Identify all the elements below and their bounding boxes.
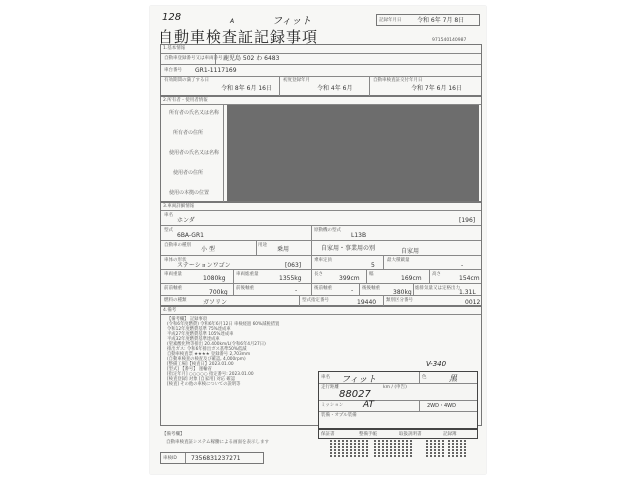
front-front-axle-label: 前前軸重 [164, 286, 182, 291]
inspection-certificate-sheet [150, 6, 486, 474]
inspection-id-label: 車検ID [163, 456, 177, 461]
front-rear-axle-label: 前後軸重 [236, 286, 254, 291]
memo-options-label: 装備・オプル装備 [321, 413, 357, 418]
footer-note-heading: 【備考欄】 [162, 432, 185, 437]
displacement-label: 総排気量又は定格出力 [415, 286, 460, 291]
registration-number-label: 自動車登録番号又は車両番号 [164, 56, 223, 61]
business-use-label: 自家用・事業用の別 [321, 245, 376, 252]
memo-item-warranty: 保証書 [321, 432, 335, 437]
remarks-line: [型式] 【番号】 運輸省 [167, 367, 212, 372]
gross-weight-label: 車両総重量 [236, 272, 259, 277]
body-shape-label: 車体の形状 [164, 258, 187, 263]
record-date-box [376, 14, 480, 26]
fuel-type-label: 燃料の種類 [164, 298, 187, 303]
rear-front-axle-value: - [351, 287, 354, 294]
memo-item-maintenance-book: 整備手帳 [359, 432, 377, 437]
width-value: 169cm [401, 275, 422, 282]
vehicle-weight-value: 1080kg [203, 275, 226, 282]
handwritten-number: 128 [162, 12, 182, 23]
height-value: 154cm [459, 275, 480, 282]
document-number: 971540140987 [432, 38, 467, 43]
length-value: 399cm [339, 275, 360, 282]
record-date-label: 記録年月日 [379, 18, 402, 23]
handwritten-mark: A [230, 18, 235, 25]
memo-name-label: 車名 [321, 375, 330, 380]
redacted-owner-info [227, 105, 479, 201]
chassis-number-value: GR1-1117169 [195, 67, 237, 74]
rear-rear-axle-label: 後後軸重 [362, 286, 380, 291]
remarks-text-block [167, 317, 323, 387]
model-value: 6BA-GR1 [177, 232, 204, 239]
max-load-value: - [461, 262, 464, 269]
issue-date-label: 自動車検査証交付年月日 [373, 78, 423, 83]
remarks-line: [整備工場]【検査日】2023.01.00 [167, 362, 234, 367]
remarks-heading: 4.備考 [163, 308, 177, 313]
memo-transmission-value: AT [363, 400, 374, 410]
memo-distance-value: 88027 [339, 389, 371, 400]
length-label: 長さ [314, 272, 323, 277]
vehicle-weight-label: 車両重量 [164, 272, 182, 277]
memo-drive-value: 2WD・4WD [427, 403, 456, 409]
remarks-line: (窒素酸化物等排出 20.400km/L(令和6年4月27日) [167, 342, 266, 347]
maker-value: ホンダ [177, 217, 195, 224]
body-shape-value: ステーションワゴン [177, 262, 231, 269]
type-number-value: 19440 [357, 299, 377, 306]
type-number-label: 型式指定番号 [302, 298, 329, 303]
qr-code [350, 439, 368, 457]
first-registration-label: 初度登録年月 [283, 78, 310, 83]
remarks-line: 自動車検査票 ★★★★ 登録番号 2,703mm [167, 352, 251, 357]
capacity-value: 5 [371, 262, 375, 269]
footer-note-text: 自動車検査証システム稼働による画面を表示します [166, 440, 270, 445]
capacity-label: 乗車定員 [314, 258, 332, 263]
displacement-value: 1.31L [459, 289, 476, 296]
front-front-axle-value: 700kg [209, 289, 228, 296]
gross-weight-value: 1355kg [279, 275, 302, 282]
remarks-line: 平成27年度燃費基準 105%達成車 [167, 332, 234, 337]
memo-color-value: 黒 [449, 374, 457, 383]
fuel-type-value: ガソリン [203, 299, 228, 306]
owner-name-label: 所有者の氏名又は名称 [169, 110, 220, 116]
vehicle-type-value: 小 型 [201, 246, 215, 253]
class-number-value: 0012 [465, 299, 481, 306]
remarks-line: [検査登録] 対象 [自家用] 対応 確認 [167, 377, 236, 382]
qr-code [394, 439, 412, 457]
remarks-line: 平成32年度燃費基準達成車 [167, 337, 220, 342]
memo-item-record-book: 記録簿 [443, 432, 457, 437]
memo-item-manual: 取扱説明書 [399, 432, 422, 437]
validity-label: 有効期間の満了する日 [164, 78, 209, 83]
user-address-label: 使用者の住所 [173, 170, 204, 176]
basic-info-section [160, 44, 482, 96]
remarks-line: 令和12年度燃費基準 75%達成車 [167, 327, 231, 332]
memo-color-label: 色 [422, 375, 427, 380]
rear-rear-axle-value: 380kg [393, 289, 412, 296]
max-load-label: 最大積載量 [387, 258, 410, 263]
chassis-number-label: 車台番号 [164, 68, 182, 73]
vehicle-detail-heading: 3.車両詳細情報 [163, 204, 195, 209]
inspection-id-box [160, 452, 264, 464]
memo-distance-label: 走行距離 [321, 385, 339, 390]
remarks-line: (自動車検査の検査及び確認, 4,000rpm) [167, 357, 246, 362]
validity-value: 令和 8年 6月 16日 [221, 85, 272, 92]
body-shape-code: [063] [285, 262, 302, 269]
basic-info-heading: 1.基本情報 [163, 46, 186, 51]
dealer-memo-card [318, 371, 478, 429]
use-value: 乗用 [277, 246, 290, 253]
front-rear-axle-value: - [295, 287, 298, 294]
user-name-label: 使用者の氏名又は名称 [169, 150, 220, 156]
use-label: 用途 [258, 243, 267, 248]
owner-user-heading: 2.所有者・使用者情報 [163, 98, 208, 103]
remarks-line: [検査] その他の車検についての説明等 [167, 382, 241, 387]
remarks-line: [指定年月] ○○○○○ 指定番号: 2023.01.00 [167, 372, 254, 377]
qr-code [426, 439, 444, 457]
handwritten-car-name: フィット [272, 16, 312, 27]
business-use-value: 自家用 [401, 248, 420, 255]
owner-address-label: 所有者の住所 [173, 130, 204, 136]
height-label: 高さ [432, 272, 441, 277]
remarks-line: (令和6年度燃費) 令和6年6月12日 車検経過 60%減税措置 [167, 322, 280, 327]
qr-code [330, 439, 348, 457]
handwritten-stamp: V-340 [426, 360, 447, 368]
engine-label: 原動機の型式 [314, 228, 341, 233]
inspection-id-value: 7356831237271 [191, 455, 241, 462]
qr-code [374, 439, 392, 457]
first-registration-value: 令和 4年 6月 [317, 85, 353, 92]
maker-code: [196] [459, 217, 476, 224]
base-location-label: 使用の本拠の位置 [169, 190, 210, 196]
vehicle-detail-section [160, 202, 482, 306]
engine-value: L13B [351, 232, 367, 239]
record-date-value: 令和 6年 7月 8日 [417, 17, 465, 24]
issue-date-value: 令和 7年 6月 16日 [411, 85, 462, 92]
remarks-line: 排出ガス: 令和6年排出ガス基準50%低減 [167, 347, 247, 352]
memo-items-row [318, 429, 478, 439]
rear-front-axle-label: 後前軸重 [314, 286, 332, 291]
remarks-line: 【備考欄】 記録事項 [167, 317, 208, 322]
vehicle-type-label: 自動車の種別 [164, 243, 191, 248]
registration-number-value: 鹿児島 502 わ 6483 [223, 55, 280, 62]
owner-user-section [160, 96, 482, 202]
qr-code [448, 439, 466, 457]
width-label: 幅 [369, 272, 374, 277]
maker-label: 車名 [164, 213, 173, 218]
model-label: 型式 [164, 228, 173, 233]
memo-name-value: フィット [341, 375, 377, 385]
memo-transmission-label: ミッション [321, 403, 344, 408]
document-title: 自動車検査証記録事項 [158, 28, 319, 46]
class-number-label: 類別区分番号 [386, 298, 413, 303]
memo-distance-unit: km / (申告) [383, 385, 407, 390]
